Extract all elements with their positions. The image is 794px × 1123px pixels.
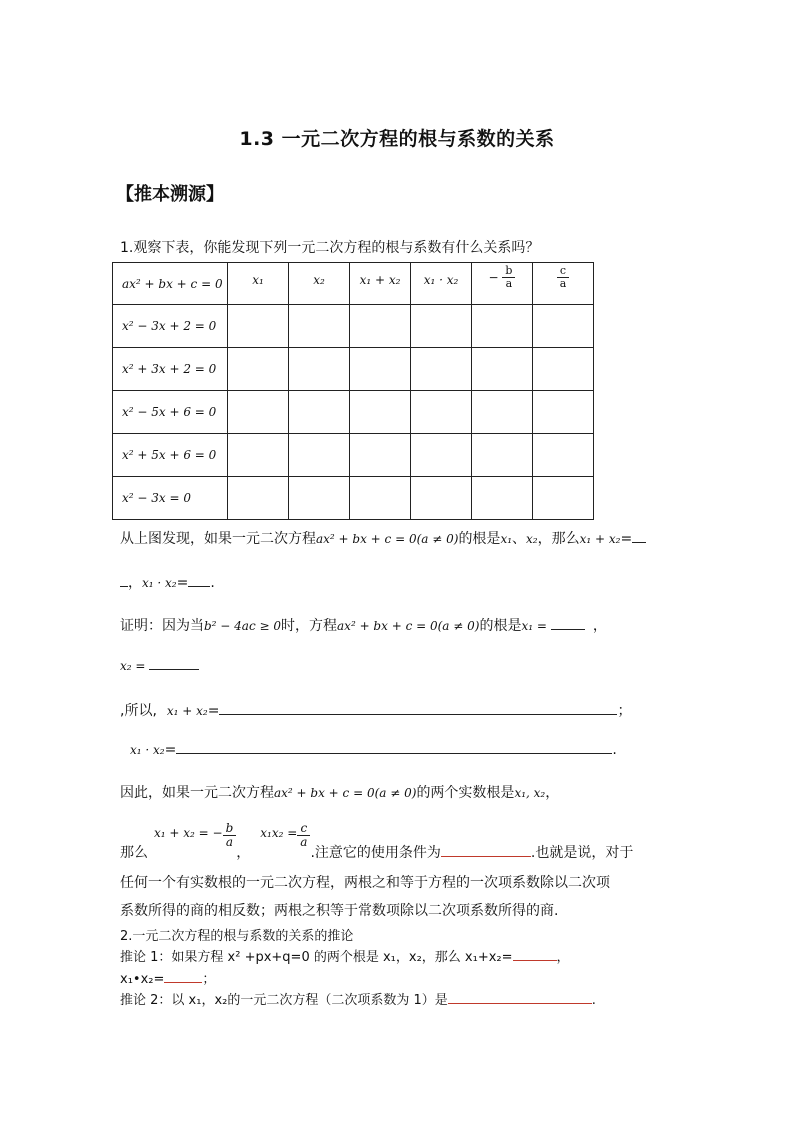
row-equation: x² + 5x + 6 = 0 (113, 434, 228, 477)
question-2-title: 2.一元二次方程的根与系数的关系的推论 (120, 929, 354, 944)
frac-c: c (557, 265, 570, 278)
vieta-then: 那么 (120, 845, 148, 861)
answer-cell[interactable] (411, 477, 472, 520)
vieta-a2: a (300, 835, 308, 850)
answer-cell[interactable] (472, 434, 533, 477)
vieta-text-4: .注意它的使用条件为 (310, 845, 441, 861)
therefore-roots: x₁, x₂ (514, 786, 546, 800)
discover-text-4: ， (128, 575, 142, 591)
discover-sum-blank[interactable] (632, 530, 646, 543)
vieta-formula-line (120, 822, 633, 862)
vieta-c: c (297, 822, 310, 836)
corollary-2-end: . (591, 993, 596, 1008)
corollary-2-blank[interactable] (448, 991, 592, 1004)
discover-line-2 (120, 572, 215, 592)
proof-x2-line (120, 657, 199, 674)
proof-sum-line (120, 700, 631, 720)
frac-b: b (502, 265, 515, 278)
discover-line (120, 528, 646, 548)
row-equation: x² − 3x = 0 (113, 477, 228, 520)
row-equation: x² − 5x + 6 = 0 (113, 391, 228, 434)
proof-so: ,所以, (120, 703, 157, 719)
vieta-a1: a (225, 835, 233, 850)
answer-cell[interactable] (472, 477, 533, 520)
page-title: 1.3 一元二次方程的根与系数的关系 (239, 128, 555, 150)
corollary-2-text: 推论 2：以 x₁，x₂的一元二次方程（二次项系数为 1）是 (120, 993, 448, 1008)
proof-sum-eq: = (207, 703, 220, 719)
proof-text-2: 时，方程 (281, 618, 338, 634)
proof-comma: ， (592, 618, 607, 634)
table-header-row (113, 263, 594, 305)
corollary-1-product-line (120, 968, 215, 987)
answer-cell[interactable] (228, 434, 289, 477)
therefore-text-1: 因此，如果一元二次方程 (120, 785, 274, 801)
header-general-equation: ax² + bx + c = 0 (113, 263, 228, 305)
answer-cell[interactable] (472, 348, 533, 391)
answer-cell[interactable] (228, 348, 289, 391)
answer-cell[interactable] (289, 391, 350, 434)
corollary-1-comma: ， (556, 950, 570, 965)
answer-cell[interactable] (472, 305, 533, 348)
header-x1: x₁ (228, 263, 289, 305)
answer-cell[interactable] (350, 305, 411, 348)
discover-text-2: 的根是 (458, 531, 501, 547)
answer-cell[interactable] (533, 305, 594, 348)
proof-product-line (130, 741, 617, 758)
answer-cell[interactable] (533, 434, 594, 477)
proof-condition: b² − 4ac ≥ 0 (204, 619, 282, 633)
therefore-text-3: ， (545, 785, 560, 801)
proof-sum-blank[interactable] (219, 702, 617, 715)
answer-cell[interactable] (228, 477, 289, 520)
answer-cell[interactable] (411, 348, 472, 391)
proof-x1-blank[interactable] (551, 617, 585, 630)
discover-root-2: x₂ (526, 532, 538, 546)
header-x2: x₂ (289, 263, 350, 305)
answer-cell[interactable] (533, 391, 594, 434)
corollary-1-product-blank[interactable] (164, 970, 202, 983)
discover-end: . (210, 575, 215, 591)
vieta-condition-blank[interactable] (441, 844, 531, 857)
therefore-text-2: 的两个实数根是 (416, 785, 515, 801)
corollary-1-sum-blank[interactable] (513, 948, 557, 961)
header-c-over-a (533, 263, 594, 305)
proof-x1: x₁ = (521, 619, 547, 633)
corollary-2-line (120, 989, 596, 1008)
proof-text-3: 的根是 (479, 618, 522, 634)
proof-product-blank[interactable] (176, 741, 612, 754)
answer-cell[interactable] (350, 434, 411, 477)
discover-sep: 、 (512, 531, 527, 547)
answer-cell[interactable] (350, 348, 411, 391)
frac-a2: a (559, 277, 567, 291)
vieta-comma: ， (236, 845, 251, 861)
section-heading: 【推本溯源】 (116, 184, 224, 205)
answer-cell[interactable] (533, 348, 594, 391)
answer-cell[interactable] (289, 305, 350, 348)
proof-sum: x₁ + x₂ (166, 704, 208, 718)
discover-root-1: x₁ (500, 532, 513, 546)
proof-semicolon: ； (617, 703, 632, 719)
proof-equation: ax² + bx + c = 0(a ≠ 0) (337, 619, 480, 633)
header-product: x₁ · x₂ (411, 263, 472, 305)
proof-dot: . (612, 742, 617, 758)
question-1: 1.观察下表，你能发现下列一元二次方程的根与系数有什么关系吗？ (120, 240, 540, 256)
answer-cell[interactable] (289, 477, 350, 520)
answer-cell[interactable] (228, 391, 289, 434)
header-sum: x₁ + x₂ (350, 263, 411, 305)
corollary-1-text: 推论 1：如果方程 x² +px+q=0 的两个根是 x₁，x₂，那么 x₁+x₂= (120, 950, 513, 965)
therefore-line (120, 782, 559, 802)
answer-cell[interactable] (289, 348, 350, 391)
proof-x2-blank[interactable] (149, 657, 199, 670)
proof-text-1: 证明：因为当 (120, 618, 204, 634)
table-row (113, 477, 594, 520)
vieta-product: x₁x₂ = (260, 826, 298, 840)
corollary-1-semicolon: ； (202, 972, 216, 987)
vieta-text-5: .也就是说，对于 (530, 845, 634, 861)
discover-product: x₁ · x₂ (142, 576, 177, 590)
discover-product-blank[interactable] (188, 574, 210, 587)
answer-cell[interactable] (472, 391, 533, 434)
answer-cell[interactable] (411, 305, 472, 348)
table-row (113, 305, 594, 348)
answer-cell[interactable] (533, 477, 594, 520)
table-row (113, 434, 594, 477)
answer-cell[interactable] (411, 391, 472, 434)
discover-sum: x₁ + x₂ (579, 532, 621, 546)
proof-x2: x₂ = (120, 659, 146, 673)
discover-eq-sign: = (620, 531, 633, 547)
proof-product: x₁ · x₂ (130, 743, 165, 757)
explanation-line-2: 系数所得的商的相反数；两根之积等于常数项除以二次项系数所得的商. (120, 903, 559, 919)
table-row (113, 348, 594, 391)
corollary-1-product: x₁•x₂= (120, 972, 165, 987)
answer-cell[interactable] (289, 434, 350, 477)
answer-cell[interactable] (350, 477, 411, 520)
table-row (113, 391, 594, 434)
discover-equation: ax² + bx + c = 0(a ≠ 0) (316, 532, 459, 546)
answer-cell[interactable] (228, 305, 289, 348)
discover-sum-blank-cont[interactable] (120, 574, 128, 587)
row-equation: x² + 3x + 2 = 0 (113, 348, 228, 391)
explanation-line-1: 任何一个有实数根的一元二次方程，两根之和等于方程的一次项系数除以二次项 (120, 875, 610, 891)
discover-text-5: = (176, 575, 189, 591)
row-equation: x² − 3x + 2 = 0 (113, 305, 228, 348)
vieta-b: b (223, 822, 237, 836)
answer-cell[interactable] (350, 391, 411, 434)
frac-a: a (505, 277, 513, 291)
vieta-sum: x₁ + x₂ = − (154, 826, 223, 840)
corollary-1-line (120, 946, 570, 965)
therefore-equation: ax² + bx + c = 0(a ≠ 0) (274, 786, 417, 800)
roots-table (112, 262, 594, 520)
answer-cell[interactable] (411, 434, 472, 477)
proof-product-eq: = (164, 742, 177, 758)
discover-text-1: 从上图发现，如果一元二次方程 (120, 531, 316, 547)
header-neg-b-over-a: − $\frac{b}{a}$ (472, 263, 533, 305)
proof-line (120, 615, 607, 635)
discover-text-3: ，那么 (537, 531, 580, 547)
